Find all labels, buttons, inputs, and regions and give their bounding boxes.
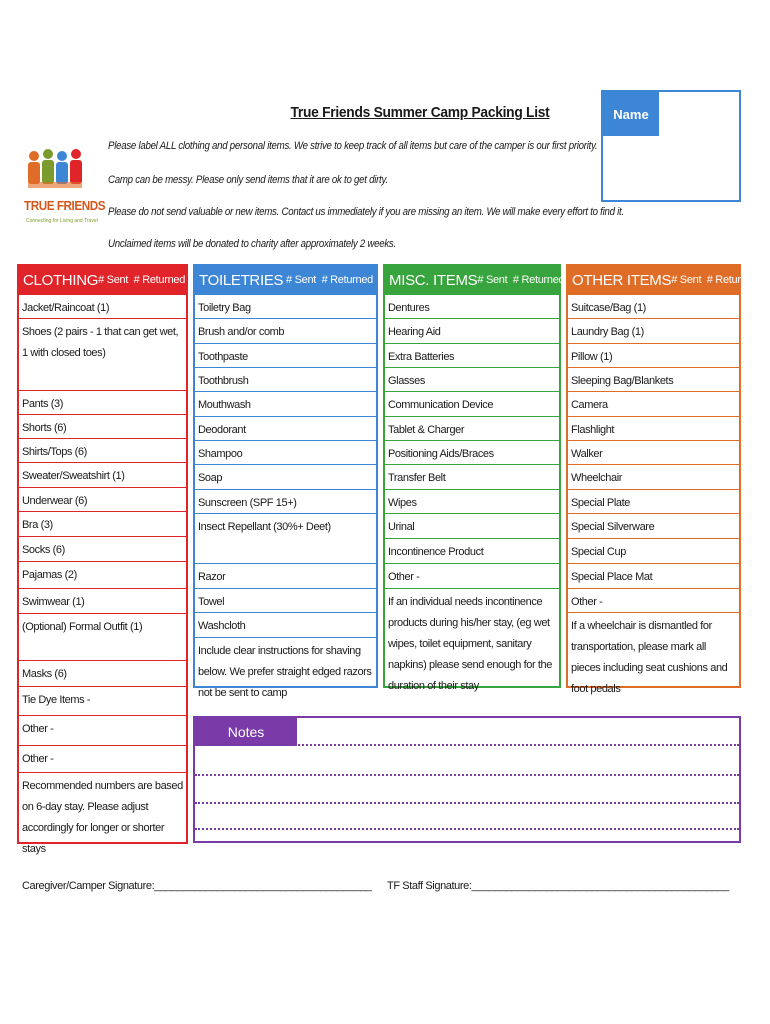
- misc-sent-header: # Sent # Returned: [477, 274, 565, 286]
- list-item[interactable]: Dentures: [385, 294, 559, 318]
- list-item[interactable]: Flashlight: [568, 416, 739, 440]
- list-item[interactable]: Camera: [568, 391, 739, 416]
- notes-box[interactable]: [193, 716, 741, 843]
- note-label-items: Please label ALL clothing and personal items. We strive to keep track of all items but care of the camper is our first priority.: [108, 140, 598, 152]
- list-item[interactable]: Tablet & Charger: [385, 416, 559, 440]
- list-item[interactable]: Extra Batteries: [385, 343, 559, 367]
- clothing-sent-header: # Sent # Returned: [98, 274, 186, 286]
- other-items-column: [566, 264, 759, 695]
- clothing-column: [17, 264, 188, 855]
- logo-tagline: Connecting for Living and Travel: [26, 218, 98, 224]
- misc-items-column: [383, 264, 565, 692]
- list-item-note: If an individual needs incontinence products during his/her stay, (eg wet wipes, toilet equipment, sanitary napkins) please send enough for the duration of their stay: [385, 588, 559, 686]
- list-item[interactable]: Deodorant: [195, 416, 376, 440]
- list-item[interactable]: Special Place Mat: [568, 563, 739, 588]
- list-item[interactable]: Laundry Bag (1): [568, 318, 739, 343]
- list-item[interactable]: Razor: [195, 563, 376, 588]
- clothing-header: [19, 266, 186, 294]
- list-item[interactable]: Mouthwash: [195, 391, 376, 416]
- logo-text: TRUE FRIENDS: [24, 198, 106, 213]
- caregiver-signature-field[interactable]: Caregiver/Camper Signature:______________________________________: [22, 880, 372, 892]
- list-item[interactable]: Sleeping Bag/Blankets: [568, 367, 739, 391]
- toiletries-column: [193, 264, 378, 699]
- notes-line: [195, 744, 739, 746]
- clothing-title: CLOTHING: [23, 271, 99, 289]
- list-item[interactable]: Other -: [385, 563, 559, 588]
- notes-line: [195, 774, 739, 776]
- list-item-note: If a wheelchair is dismantled for transportation, please mark all pieces including seat cushions and foot pedals: [568, 612, 739, 686]
- note-unclaimed: Unclaimed items will be donated to charity after approximately 2 weeks.: [108, 238, 396, 250]
- list-item[interactable]: Brush and/or comb: [195, 318, 376, 343]
- list-item[interactable]: Special Silverware: [568, 513, 739, 538]
- list-item[interactable]: Wipes: [385, 489, 559, 513]
- list-item[interactable]: Pillow (1): [568, 343, 739, 367]
- notes-line: [195, 828, 739, 830]
- list-item[interactable]: Shirts/Tops (6): [19, 438, 186, 462]
- list-item[interactable]: Hearing Aid: [385, 318, 559, 343]
- list-item[interactable]: Toothbrush: [195, 367, 376, 391]
- list-item-note: Include clear instructions for shaving below. We prefer straight edged razors not be sent to camp: [195, 637, 376, 685]
- list-item[interactable]: Special Plate: [568, 489, 739, 513]
- list-item[interactable]: Walker: [568, 440, 739, 464]
- misc-title: MISC. ITEMS: [389, 271, 478, 289]
- list-item[interactable]: Urinal: [385, 513, 559, 538]
- list-item[interactable]: Transfer Belt: [385, 464, 559, 489]
- list-item[interactable]: Special Cup: [568, 538, 739, 563]
- list-item[interactable]: Soap: [195, 464, 376, 489]
- other-title: OTHER ITEMS: [572, 271, 672, 289]
- list-item[interactable]: Other -: [568, 588, 739, 612]
- list-item[interactable]: Washcloth: [195, 612, 376, 637]
- list-item[interactable]: Shoes (2 pairs - 1 that can get wet, 1 with closed toes): [19, 318, 186, 390]
- other-sent-header: # Sent # Returned: [671, 274, 759, 286]
- list-item[interactable]: Bra (3): [19, 511, 186, 536]
- list-item[interactable]: Insect Repellant (30%+ Deet): [195, 513, 376, 563]
- toiletries-title: TOILETRIES: [199, 271, 284, 289]
- note-messy: Camp can be messy. Please only send items that it are ok to get dirty.: [108, 174, 388, 186]
- list-item[interactable]: Jacket/Raincoat (1): [19, 294, 186, 318]
- notes-line: [195, 802, 739, 804]
- list-item[interactable]: Other -: [19, 745, 186, 772]
- list-item[interactable]: Socks (6): [19, 536, 186, 561]
- list-item[interactable]: Towel: [195, 588, 376, 612]
- list-item[interactable]: Toothpaste: [195, 343, 376, 367]
- true-friends-logo: [22, 148, 106, 228]
- list-item[interactable]: (Optional) Formal Outfit (1): [19, 613, 186, 660]
- list-item[interactable]: Underwear (6): [19, 487, 186, 511]
- list-item[interactable]: Masks (6): [19, 660, 186, 686]
- list-item[interactable]: Sweater/Sweatshirt (1): [19, 462, 186, 487]
- list-item[interactable]: Pants (3): [19, 390, 186, 414]
- list-item[interactable]: Positioning Aids/Braces: [385, 440, 559, 464]
- note-valuables: Please do not send valuable or new items. Contact us immediately if you are missing an item. We will make every effort to find it.: [108, 206, 624, 218]
- other-header: [568, 266, 759, 294]
- list-item[interactable]: Other -: [19, 715, 186, 745]
- notes-label: Notes: [195, 718, 297, 746]
- toiletries-sent-header: # Sent # Returned: [286, 274, 373, 286]
- toiletries-header: [195, 266, 376, 294]
- list-item[interactable]: Glasses: [385, 367, 559, 391]
- list-item[interactable]: Shorts (6): [19, 414, 186, 438]
- list-item[interactable]: Swimwear (1): [19, 588, 186, 613]
- list-item[interactable]: Communication Device: [385, 391, 559, 416]
- page-title: True Friends Summer Camp Packing List: [290, 104, 550, 121]
- list-item[interactable]: Incontinence Product: [385, 538, 559, 563]
- people-icon: [22, 148, 92, 198]
- staff-signature-field[interactable]: TF Staff Signature:_____________________________________________: [387, 880, 729, 892]
- name-label: Name: [603, 92, 659, 136]
- name-field[interactable]: [601, 90, 741, 202]
- list-item[interactable]: Pajamas (2): [19, 561, 186, 588]
- list-item[interactable]: Suitcase/Bag (1): [568, 294, 739, 318]
- list-item[interactable]: Sunscreen (SPF 15+): [195, 489, 376, 513]
- list-item[interactable]: Wheelchair: [568, 464, 739, 489]
- list-item-note: Recommended numbers are based on 6-day stay. Please adjust accordingly for longer or shorter stays: [19, 772, 186, 844]
- list-item[interactable]: Toiletry Bag: [195, 294, 376, 318]
- misc-header: [385, 266, 565, 294]
- list-item[interactable]: Tie Dye Items -: [19, 686, 186, 715]
- list-item[interactable]: Shampoo: [195, 440, 376, 464]
